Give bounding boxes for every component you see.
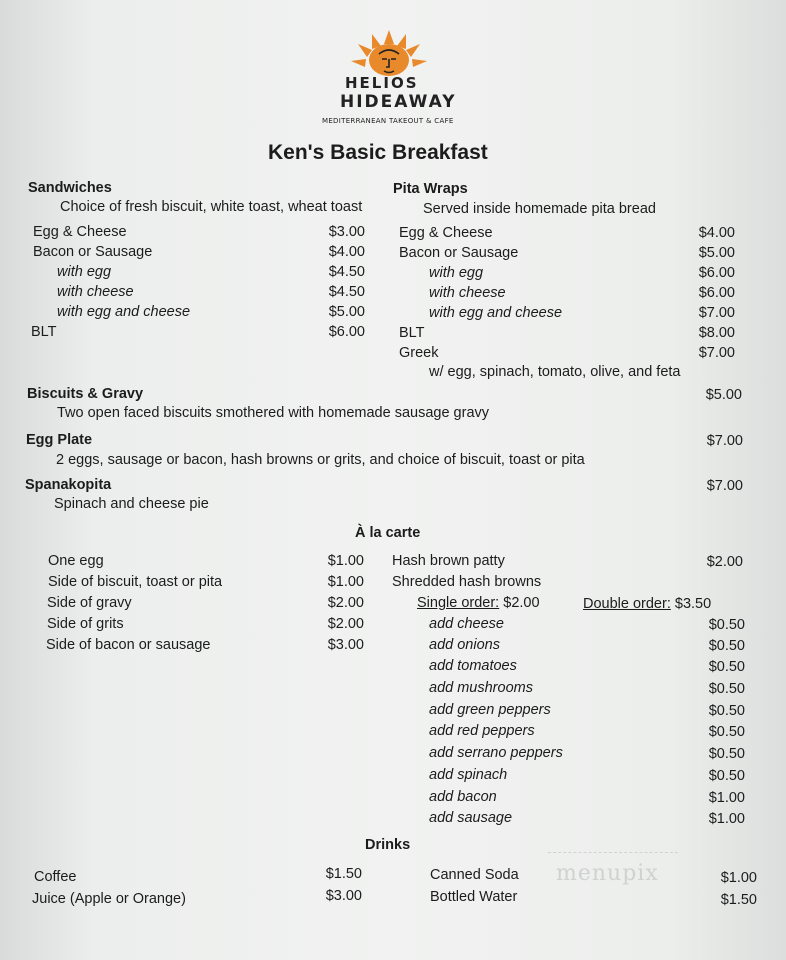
menu-item-price: $6.00 xyxy=(328,324,365,340)
drink-name: Coffee xyxy=(34,869,77,885)
menu-item-name: with egg xyxy=(429,265,484,281)
menu-item-name: Side of biscuit, toast or pita xyxy=(48,574,223,590)
special-name: Biscuits & Gravy xyxy=(27,386,144,402)
sun-logo-icon xyxy=(348,28,430,78)
sandwiches-heading: Sandwiches xyxy=(28,180,112,196)
menu-item-name: Greek xyxy=(399,345,439,361)
hashbrown-price: $2.00 xyxy=(706,554,743,570)
addon-price: $0.50 xyxy=(708,659,745,675)
addon-price: $0.50 xyxy=(708,768,745,784)
alacarte-heading: À la carte xyxy=(355,525,421,541)
single-order-price: $2.00 xyxy=(503,595,540,611)
logo-tagline: MEDITERRANEAN TAKEOUT & CAFE xyxy=(322,117,454,125)
drink-price: $3.00 xyxy=(325,888,362,904)
menu-item-price: $6.00 xyxy=(698,265,735,281)
menu-item-price: $2.00 xyxy=(327,595,364,611)
addon-name: add spinach xyxy=(429,767,508,783)
drink-name: Juice (Apple or Orange) xyxy=(32,891,186,907)
special-name: Spanakopita xyxy=(25,477,112,493)
addon-price: $1.00 xyxy=(708,811,745,827)
pita-heading: Pita Wraps xyxy=(393,181,468,197)
menu-item-price: $4.50 xyxy=(328,264,365,280)
addon-name: add tomatoes xyxy=(429,658,517,674)
menu-item-price: $3.00 xyxy=(328,224,365,240)
menu-item-price: $1.00 xyxy=(327,553,364,569)
menu-item-name: Bacon or Sausage xyxy=(33,244,153,260)
addon-price: $0.50 xyxy=(708,724,745,740)
drink-price: $1.00 xyxy=(720,870,757,886)
page-title: Ken's Basic Breakfast xyxy=(268,141,488,164)
addon-name: add red peppers xyxy=(429,723,535,739)
addon-price: $0.50 xyxy=(708,681,745,697)
special-name: Egg Plate xyxy=(26,432,93,448)
menu-item-name: with egg xyxy=(57,264,112,280)
special-description: 2 eggs, sausage or bacon, hash browns or grits, and choice of biscuit, toast or pita xyxy=(56,452,585,468)
menu-item-price: $5.00 xyxy=(698,245,735,261)
addon-name: add green peppers xyxy=(429,702,551,718)
addon-name: add serrano peppers xyxy=(429,745,563,761)
menu-item-name: Egg & Cheese xyxy=(399,225,493,241)
double-order-label: Double order: xyxy=(583,596,671,612)
drink-price: $1.50 xyxy=(325,866,362,882)
drinks-heading: Drinks xyxy=(365,837,411,853)
menu-item-name: BLT xyxy=(399,325,425,341)
double-order xyxy=(583,596,711,612)
menu-item-price: $4.00 xyxy=(328,244,365,260)
menu-item-name: Side of grits xyxy=(47,616,124,632)
addon-name: add cheese xyxy=(429,616,504,632)
addon-name: add onions xyxy=(429,637,500,653)
menu-item-name: with egg and cheese xyxy=(57,304,191,320)
drink-price: $1.50 xyxy=(720,892,757,908)
menu-item-price: $5.00 xyxy=(328,304,365,320)
menu-item-price: $6.00 xyxy=(698,285,735,301)
double-order-price: $3.50 xyxy=(674,596,712,612)
special-price: $7.00 xyxy=(706,478,743,494)
single-order-label: Single order: xyxy=(417,595,500,611)
menu-item-name: Side of gravy xyxy=(47,595,132,611)
addon-name: add sausage xyxy=(429,810,513,826)
addon-name: add mushrooms xyxy=(429,680,533,696)
menu-item-name: Egg & Cheese xyxy=(33,224,127,240)
watermark-line xyxy=(548,852,678,853)
menu-item-price: $8.00 xyxy=(698,325,735,341)
menu-item-price: $4.00 xyxy=(698,225,735,241)
menu-item-name: with egg and cheese xyxy=(429,305,563,321)
addon-price: $0.50 xyxy=(708,617,745,633)
menupix-watermark: menupix xyxy=(556,861,659,886)
special-price: $7.00 xyxy=(706,433,743,449)
menu-item-price: $7.00 xyxy=(698,305,735,321)
menu-item-name: One egg xyxy=(48,553,104,569)
greek-description: w/ egg, spinach, tomato, olive, and feta xyxy=(429,364,681,380)
addon-price: $0.50 xyxy=(708,638,745,654)
drink-name: Bottled Water xyxy=(430,889,518,905)
menu-item-price: $4.50 xyxy=(328,284,365,300)
addon-name: add bacon xyxy=(429,789,497,805)
pita-description: Served inside homemade pita bread xyxy=(423,201,656,217)
single-order xyxy=(417,595,540,611)
sandwiches-description: Choice of fresh biscuit, white toast, wheat toast xyxy=(60,199,363,215)
menu-item-name: BLT xyxy=(31,324,57,340)
special-description: Two open faced biscuits smothered with homemade sausage gravy xyxy=(57,405,490,421)
addon-price: $1.00 xyxy=(708,790,745,806)
menu-item-name: Bacon or Sausage xyxy=(399,245,519,261)
addon-price: $0.50 xyxy=(708,746,745,762)
menu-item-name: with cheese xyxy=(57,284,134,300)
menu-item-name: with cheese xyxy=(429,285,506,301)
addon-price: $0.50 xyxy=(708,703,745,719)
menu-item-price: $1.00 xyxy=(327,574,364,590)
shredded-hashbrowns: Shredded hash browns xyxy=(392,574,542,590)
menu-item-price: $7.00 xyxy=(698,345,735,361)
drink-name: Canned Soda xyxy=(430,867,519,883)
logo-line-2: HIDEAWAY xyxy=(340,92,457,112)
special-description: Spinach and cheese pie xyxy=(54,496,209,512)
menu-item-price: $2.00 xyxy=(327,616,364,632)
menu-item-price: $3.00 xyxy=(327,637,364,653)
hashbrown-name: Hash brown patty xyxy=(392,553,505,569)
logo-line-1: HELIOS xyxy=(345,74,419,92)
menu-item-name: Side of bacon or sausage xyxy=(46,637,211,653)
special-price: $5.00 xyxy=(705,387,742,403)
